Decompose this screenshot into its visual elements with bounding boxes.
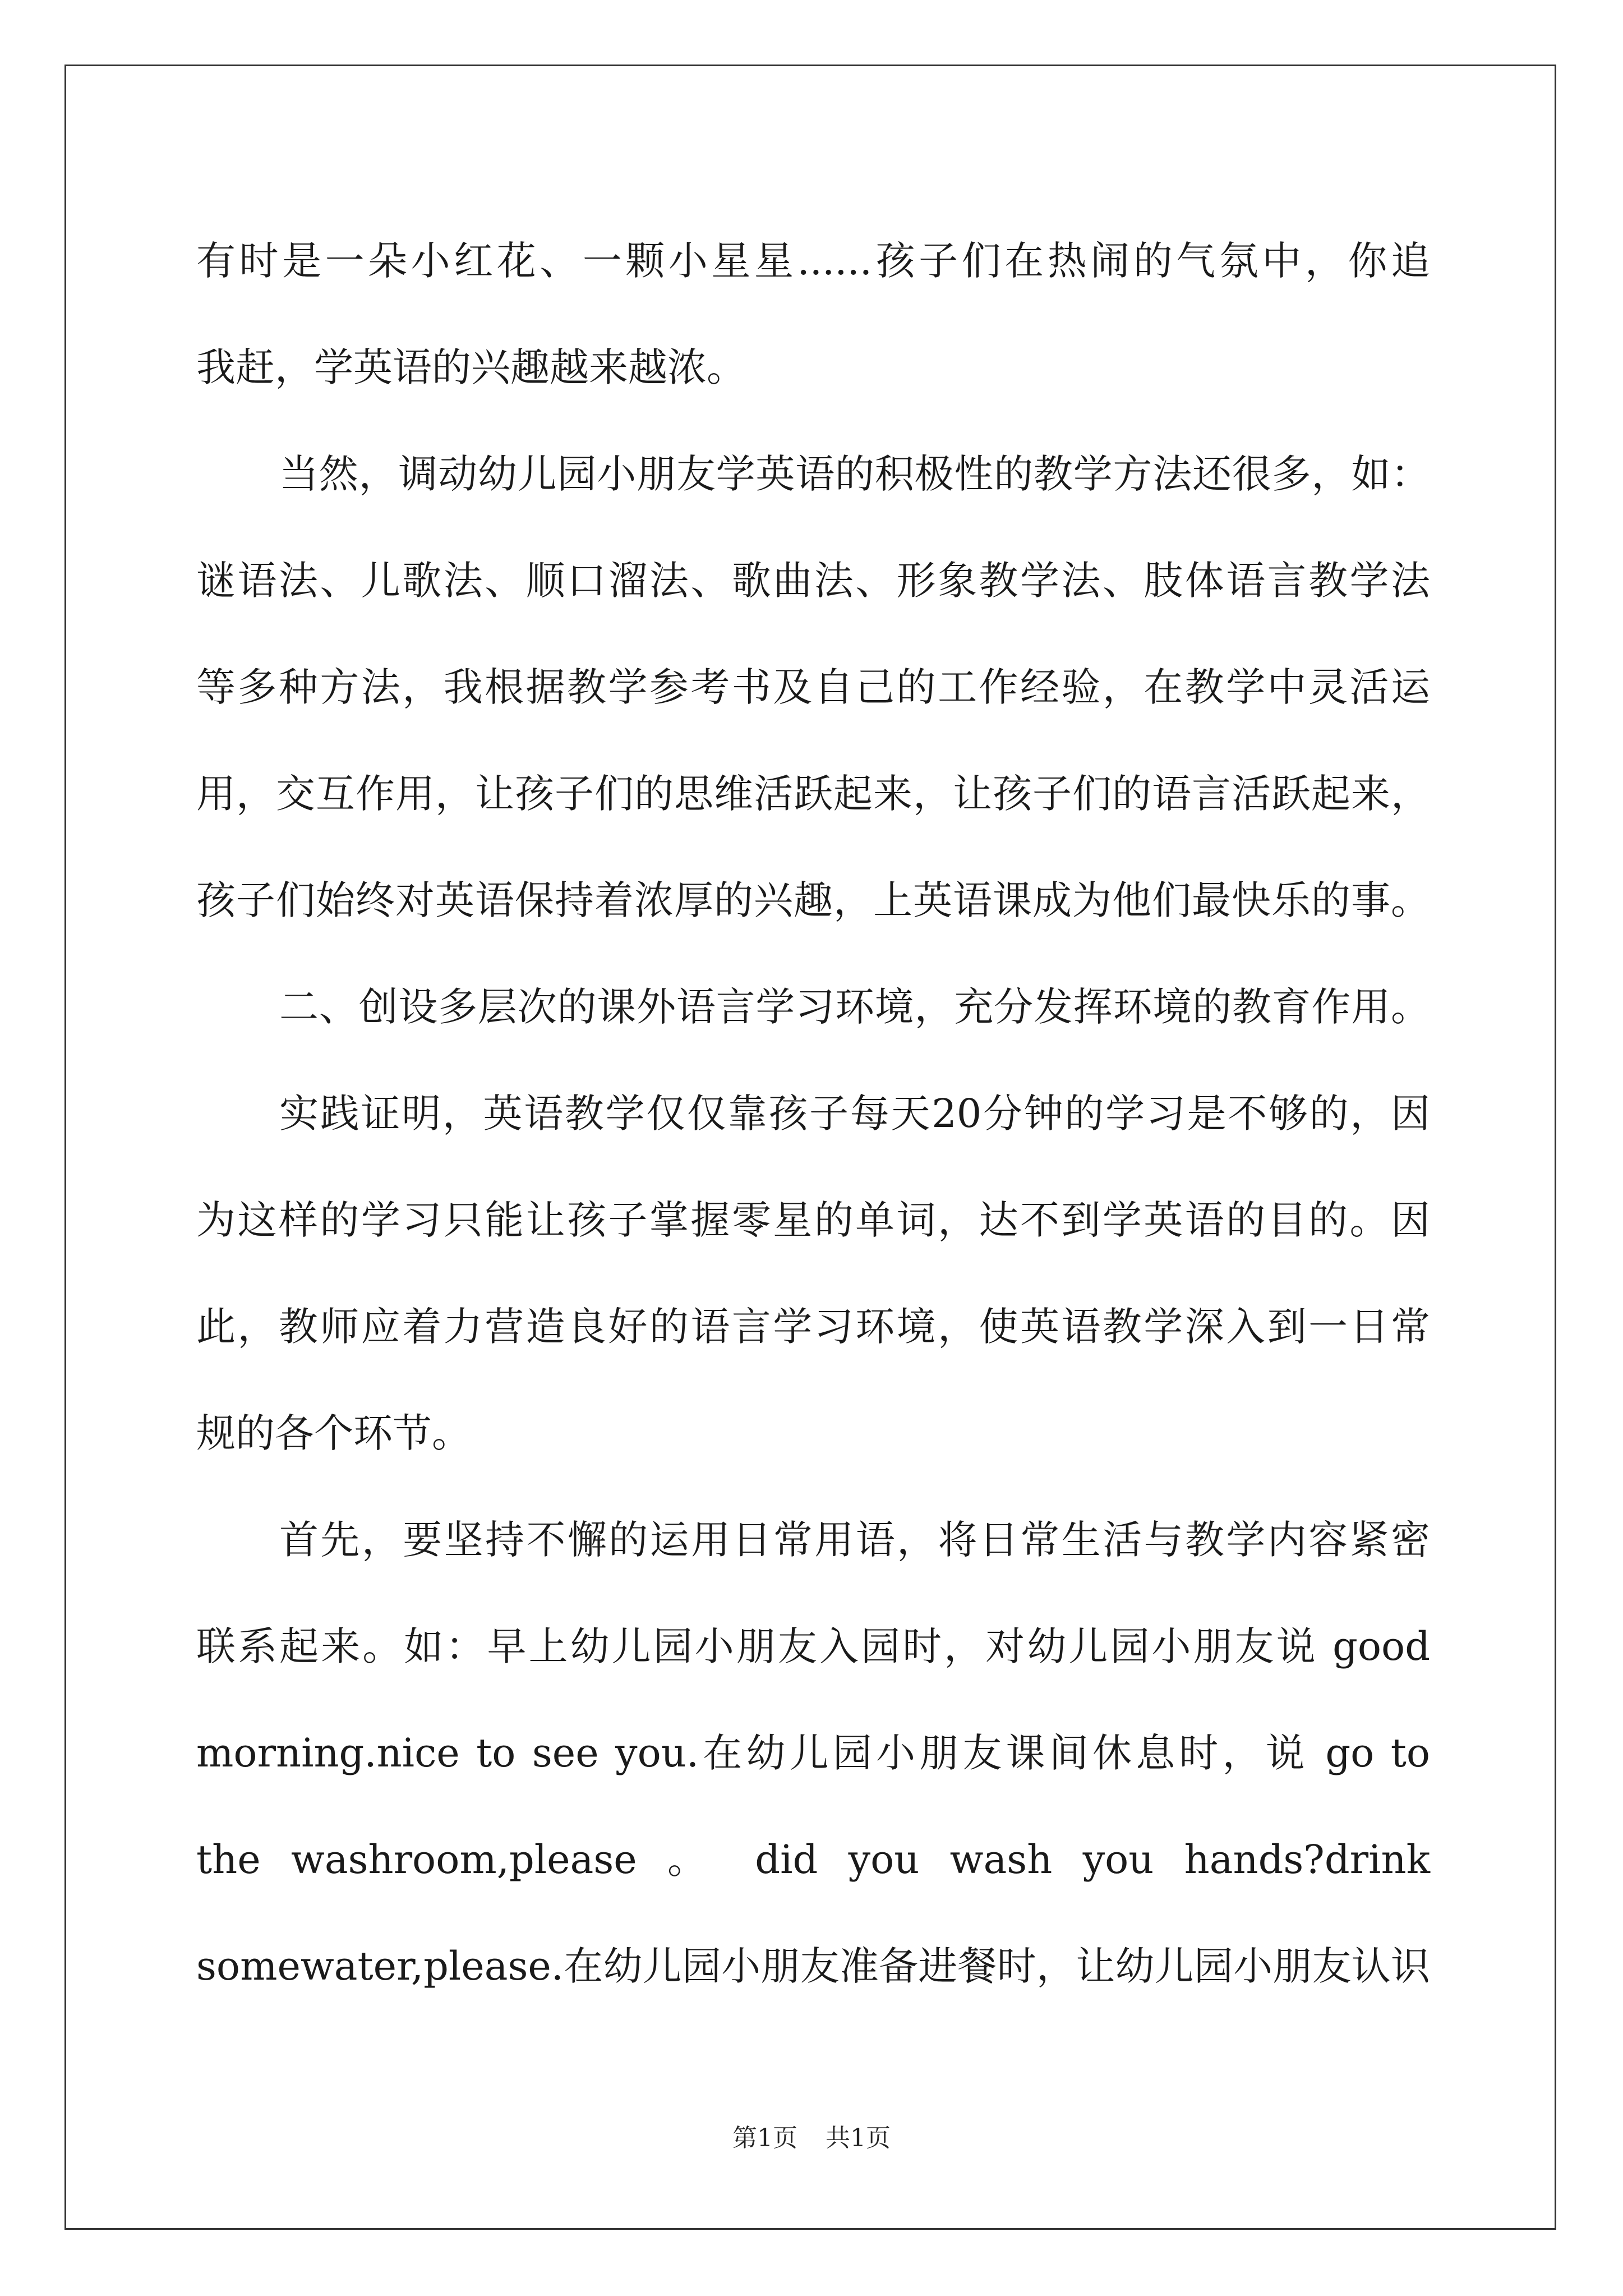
body-line-2: 我赶，学英语的兴趣越来越浓。 (196, 344, 746, 390)
body-line-15: morning.nice to see you.在幼儿园小朋友课间休息时，说 go to (196, 1730, 1430, 1776)
document-body (196, 208, 1430, 2019)
body-line-17: somewater,please.在幼儿园小朋友准备进餐时，让幼儿园小朋友认识 (196, 1943, 1430, 1989)
body-line-9: 实践证明，英语教学仅仅靠孩子每天20分钟的学习是不够的，因 (279, 1091, 1430, 1137)
body-line-14: 联系起来。如：早上幼儿园小朋友入园时，对幼儿园小朋友说 good (196, 1623, 1430, 1669)
body-line-11: 此，教师应着力营造良好的语言学习环境，使英语教学深入到一日常 (196, 1304, 1430, 1350)
body-line-1: 有时是一朵小红花、一颗小星星......孩子们在热闹的气氛中，你追 (196, 238, 1430, 284)
body-line-5: 等多种方法，我根据教学参考书及自己的工作经验，在教学中灵活运 (196, 664, 1430, 710)
body-line-10: 为这样的学习只能让孩子掌握零星的单词，达不到学英语的目的。因 (196, 1197, 1430, 1243)
body-line-3: 当然，调动幼儿园小朋友学英语的积极性的教学方法还很多，如： (279, 451, 1430, 497)
body-line-12: 规的各个环节。 (196, 1410, 471, 1456)
body-line-4: 谜语法、儿歌法、顺口溜法、歌曲法、形象教学法、肢体语言教学法 (196, 558, 1430, 604)
body-line-13: 首先，要坚持不懈的运用日常用语，将日常生活与教学内容紧密 (279, 1517, 1430, 1563)
page-footer (0, 2118, 1623, 2154)
section-heading-line: 二、创设多层次的课外语言学习环境，充分发挥环境的教育作用。 (279, 984, 1430, 1030)
page-number-current: 第1页 (732, 2124, 797, 2152)
page-number-total: 共1页 (826, 2124, 891, 2152)
body-line-6: 用，交互作用，让孩子们的思维活跃起来，让孩子们的语言活跃起来， (196, 771, 1430, 817)
body-line-7: 孩子们始终对英语保持着浓厚的兴趣，上英语课成为他们最快乐的事。 (196, 877, 1430, 923)
body-line-16: the washroom,please 。 did you wash you hands?drink (196, 1837, 1430, 1883)
